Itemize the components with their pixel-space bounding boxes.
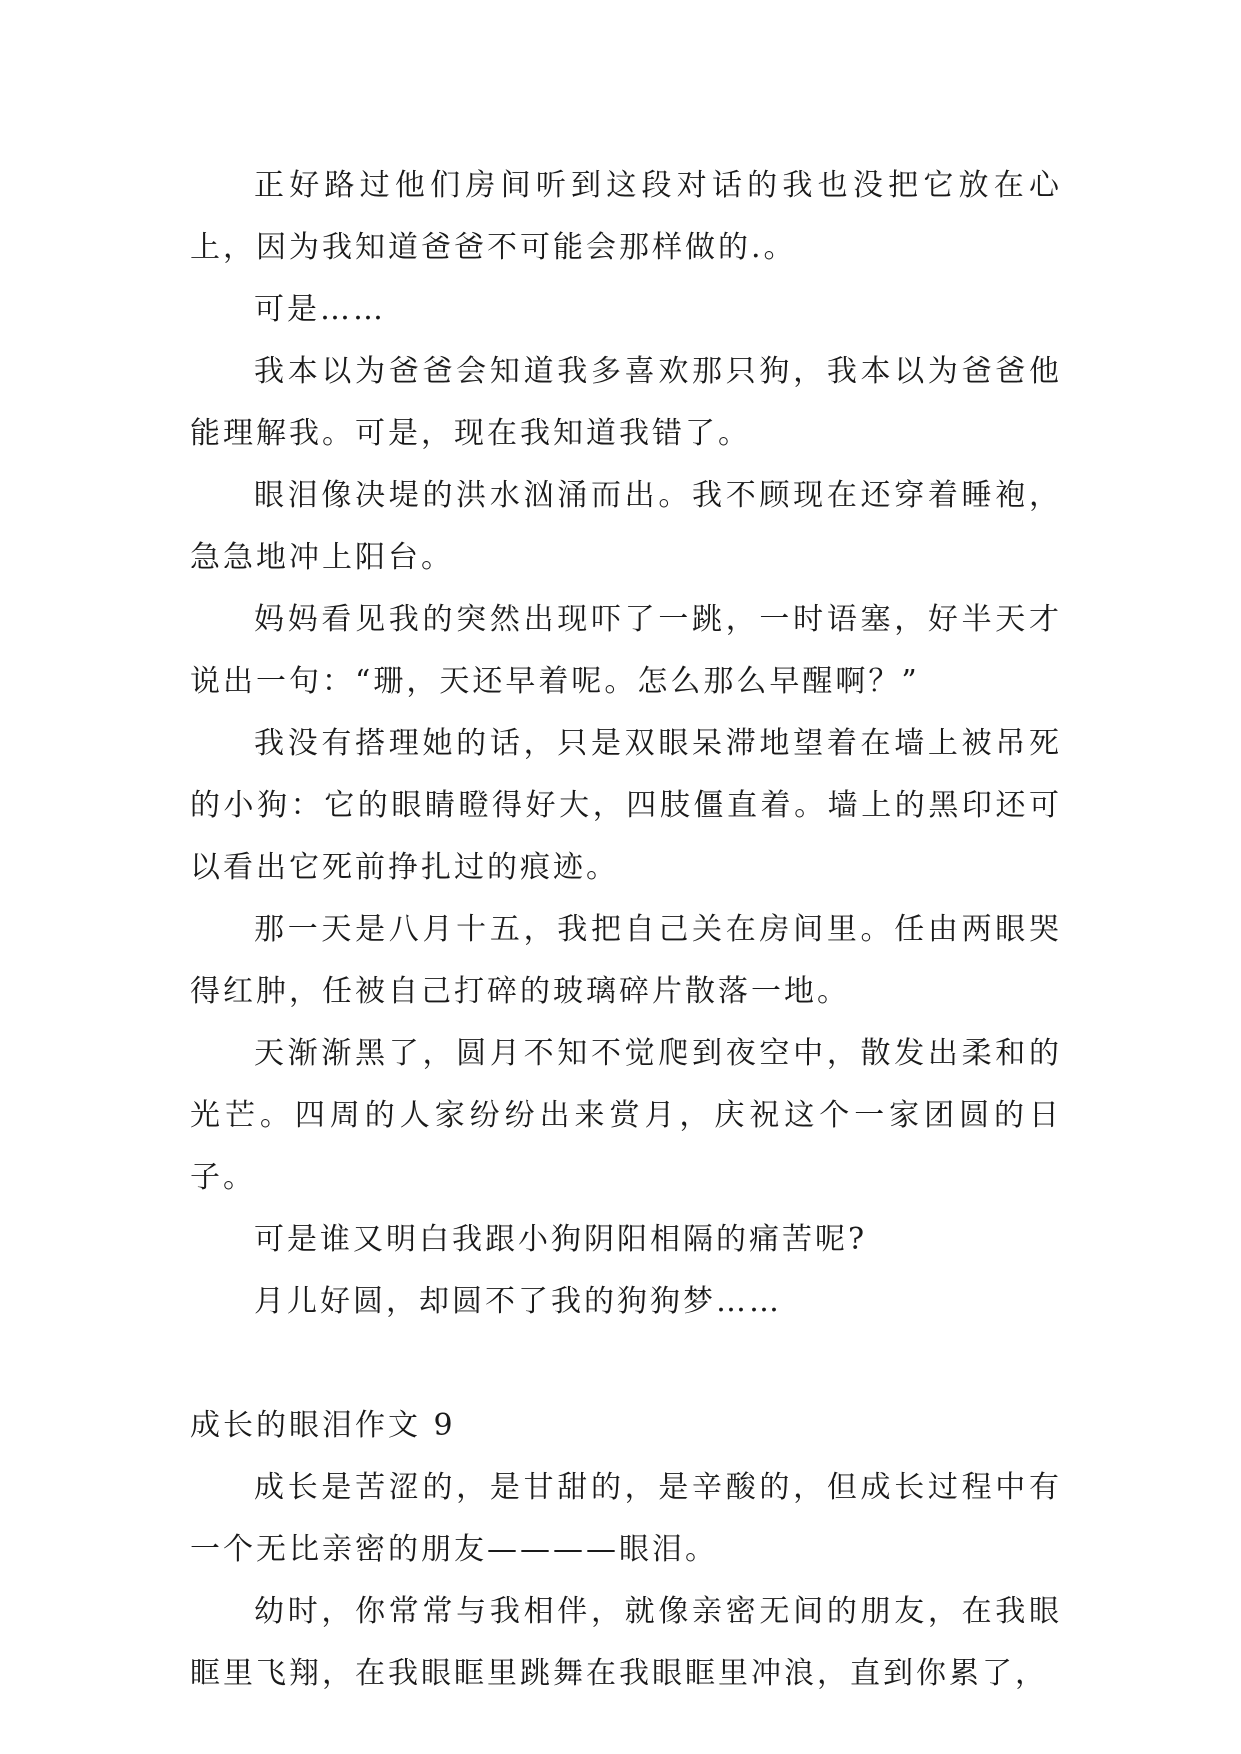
paragraph: 我没有搭理她的话，只是双眼呆滞地望着在墙上被吊死的小狗：它的眼睛瞪得好大，四肢僵直着。墙上的黑印还可以看出它死前挣扎过的痕迹。 [190, 726, 1062, 885]
paragraph: 天渐渐黑了，圆月不知不觉爬到夜空中，散发出柔和的光芒。四周的人家纷纷出来赏月，庆祝这个一家团圆的日子。 [190, 1036, 1062, 1195]
paragraph: 可是…… [254, 292, 386, 327]
paragraph: 我本以为爸爸会知道我多喜欢那只狗，我本以为爸爸他能理解我。可是，现在我知道我错了。 [190, 354, 1062, 451]
paragraph: 正好路过他们房间听到这段对话的我也没把它放在心上，因为我知道爸爸不可能会那样做的.。 [190, 168, 1062, 265]
paragraph: 可是谁又明白我跟小狗阴阳相隔的痛苦呢? [254, 1222, 868, 1257]
document-body [190, 155, 1062, 1705]
paragraph: 眼泪像决堤的洪水汹涌而出。我不顾现在还穿着睡袍，急急地冲上阳台。 [190, 478, 1062, 575]
paragraph: 妈妈看见我的突然出现吓了一跳，一时语塞，好半天才说出一句：“珊，天还早着呢。怎么那么早醒啊？” [190, 602, 1062, 699]
paragraph: 成长是苦涩的，是甘甜的，是辛酸的，但成长过程中有一个无比亲密的朋友————眼泪。 [190, 1470, 1062, 1567]
section-spacer [190, 1333, 1062, 1395]
paragraph: 月儿好圆，却圆不了我的狗狗梦…… [254, 1284, 782, 1319]
paragraph: 那一天是八月十五，我把自己关在房间里。任由两眼哭得红肿，任被自己打碎的玻璃碎片散落一地。 [190, 912, 1062, 1009]
paragraph: 幼时，你常常与我相伴，就像亲密无间的朋友，在我眼眶里飞翔，在我眼眶里跳舞在我眼眶里冲浪，直到你累了， [190, 1594, 1062, 1691]
section-heading: 成长的眼泪作文 9 [190, 1408, 456, 1443]
